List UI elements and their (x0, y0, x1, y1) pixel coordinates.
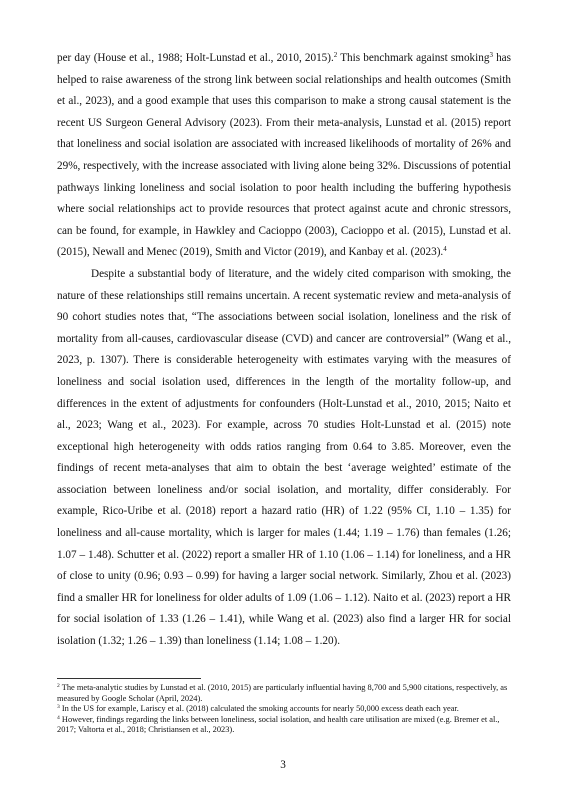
paragraph (57, 48, 511, 264)
paragraph-text: Despite a substantial body of literature, and the widely cited comparison with smoking, the nature of these relationships still remains uncertain. A recent systematic review and meta-analysis of 90 cohort studies notes that, “The associations between social isolation, loneliness and the risk of mortality from all-causes, cardiovascular disease (CVD) and cancer are controversial” (Wang et al., 2023, p. 1307). There is considerable heterogeneity with estimates varying with the measures of loneliness and social isolation used, differences in the length of the mortality follow-up, and differences in the extent of adjustments for confounders (Holt-Lunstad et al., 2010, 2015; Naito et al., 2023; Wang et al., 2023). For example, across 70 studies Holt-Lunstad et al. (2015) note exceptional high heterogeneity with odds ratios ranging from 0.64 to 3.85. Moreover, even the findings of recent meta-analyses that aim to obtain the best ‘average weighted’ estimate of the association between loneliness and/or social isolation, and mortality, differ considerably. For example, Rico-Uribe et al. (2018) report a hazard ratio (HR) of 1.22 (95% CI, 1.10 – 1.35) for loneliness and all-cause mortality, which is larger for males (1.44; 1.19 – 1.76) than females (1.26; 1.07 – 1.48). Schutter et al. (2022) report a smaller HR of 1.10 (1.06 – 1.14) for loneliness, and a HR of close to unity (0.96; 0.93 – 0.99) for having a larger social network. Similarly, Zhou et al. (2023) find a smaller HR for loneliness for older adults of 1.09 (1.06 – 1.12). Naito et al. (2023) report a HR for social isolation of 1.33 (1.26 – 1.41), while Wang et al. (2023) also find a larger HR for social isolation (1.32; 1.26 – 1.39) than loneliness (1.14; 1.08 – 1.20). (57, 267, 511, 648)
paragraph-text: has helped to raise awareness of the strong link between social relationships and health outcomes (Smith et al., 2023), and a good example that uses this comparison to make a strong causal statement is the recent US Surgeon General Advisory (2023). From their meta-analysis, Lunstad et al. (2015) report that loneliness and social isolation are associated with increased likelihoods of mortality of 26% and 29%, respectively, with the increase associated with living alone being 32%. Discussions of potential pathways linking loneliness and social isolation to poor health including the buffering hypothesis where social relationships act to provide resources that protect against acute and chronic stressors, can be found, for example, in Hawkley and Cacioppo (2003), Cacioppo et al. (2015), Lunstad et al. (2015), Newall and Menec (2019), Smith and Victor (2019), and Kanbay et al. (2023). (57, 52, 511, 259)
footnote-reference[interactable]: 2 (333, 51, 338, 59)
footnote-mark: 2 (57, 683, 60, 689)
paragraph-text: per day (House et al., 1988; Holt-Lunstad et al., 2010, 2015). (57, 52, 334, 64)
footnote-text: However, findings regarding the links between loneliness, social isolation, and health care utilisation are mixed (e.g. Bremer et al., 2017; Valtorta et al., 2018; Christiansen et al., 2023). (57, 714, 500, 735)
paragraph-text: This benchmark against smoking (337, 52, 490, 64)
footnote (57, 704, 511, 715)
footnote (57, 683, 511, 704)
paragraph (57, 264, 511, 653)
footnote (57, 715, 511, 736)
footnotes (57, 683, 511, 736)
footnote-mark: 3 (57, 704, 60, 711)
footnote-mark: 4 (57, 714, 60, 721)
footnote-reference[interactable]: 4 (443, 245, 447, 254)
body-text (57, 48, 511, 653)
page-number: 3 (280, 759, 286, 771)
footnote-reference[interactable]: 3 (489, 51, 493, 59)
footnote-separator (57, 678, 201, 679)
footnote-text: In the US for example, Lariscy et al. (2018) calculated the smoking accounts for nearly 50,000 excess death each year. (59, 704, 459, 714)
footnote-text: The meta-analytic studies by Lunstad et al. (2010, 2015) are particularly influential having 8,700 and 5,900 citations, respectively, as measured by Google Scholar (April, 2024). (57, 683, 508, 703)
